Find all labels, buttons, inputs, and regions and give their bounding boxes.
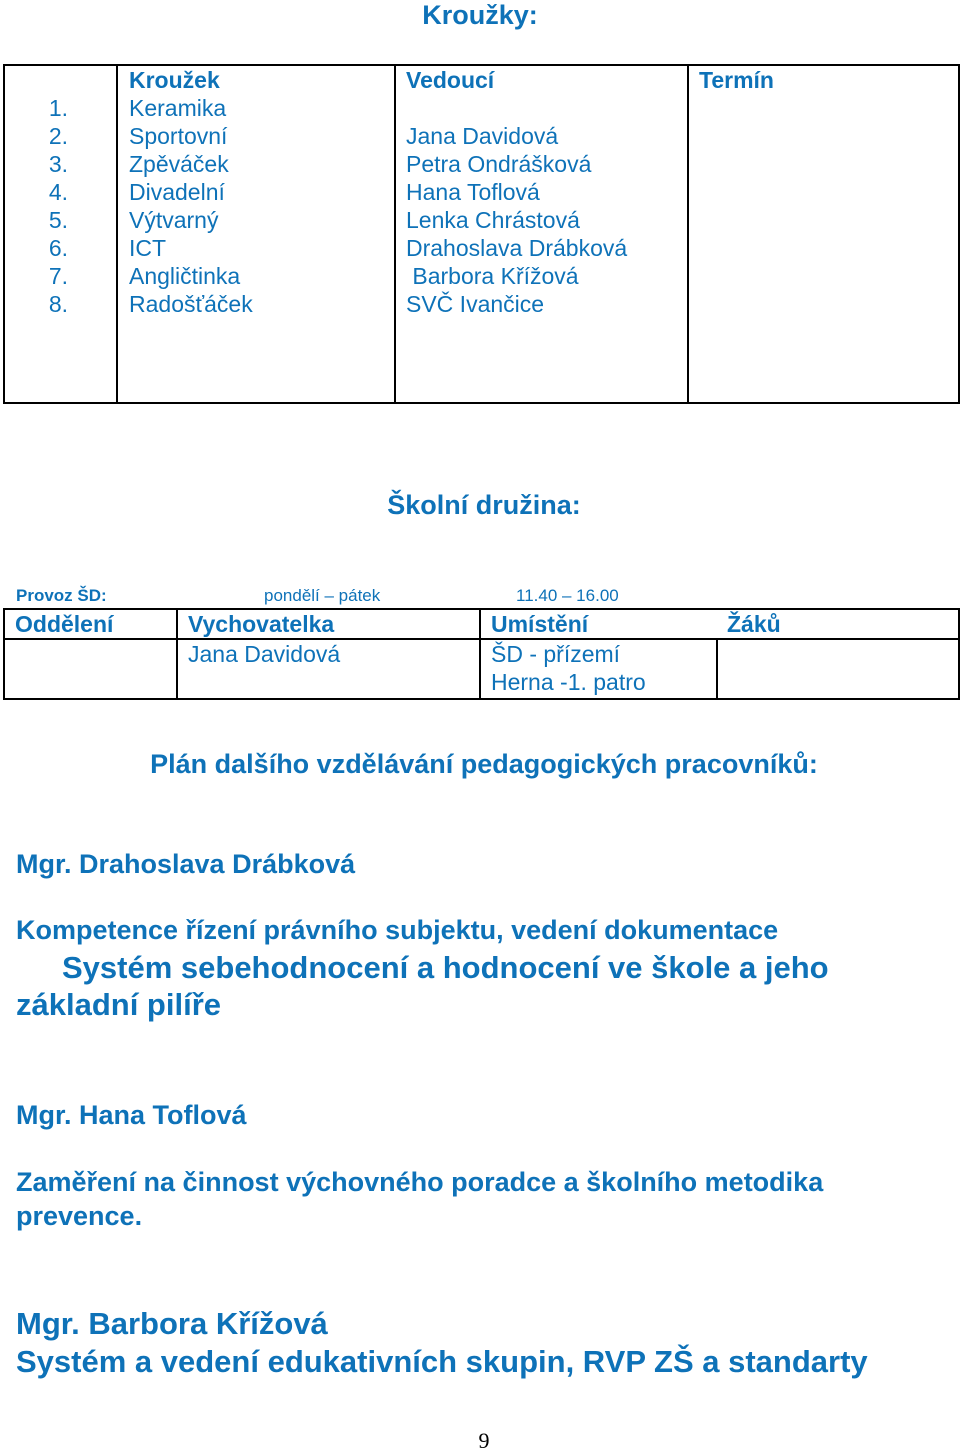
- row-krouzek: Angličtinka: [117, 262, 395, 290]
- table-row: [4, 639, 959, 699]
- header-oddeleni: Oddělení: [4, 609, 177, 639]
- row-zaku: [717, 639, 959, 699]
- umisteni-line-1: ŠD - přízemí: [491, 641, 621, 667]
- header-vychovatelka: Vychovatelka: [177, 609, 480, 639]
- row-vedouci: [395, 94, 688, 122]
- person-2-line-1: Zaměření na činnost výchovného poradce a školního metodika: [16, 1167, 824, 1197]
- table-row: [4, 178, 959, 206]
- table-row: [4, 234, 959, 262]
- row-termin: [688, 122, 959, 150]
- row-termin: [688, 150, 959, 178]
- row-vedouci: Jana Davidová: [395, 122, 688, 150]
- person-2-line-2: prevence.: [16, 1201, 143, 1231]
- provoz-days: pondělí – pátek: [264, 586, 381, 605]
- header-zaku: Žáků: [717, 609, 959, 639]
- row-vedouci: Drahoslava Drábková: [395, 234, 688, 262]
- row-number: 3.: [4, 150, 117, 178]
- row-number: 5.: [4, 206, 117, 234]
- row-krouzek: Radošťáček: [117, 290, 395, 318]
- table-row: [4, 206, 959, 234]
- row-termin: [688, 234, 959, 262]
- row-krouzek: Divadelní: [117, 178, 395, 206]
- row-vedouci: Petra Ondrášková: [395, 150, 688, 178]
- page-number: 9: [478, 1428, 490, 1453]
- row-number: 2.: [4, 122, 117, 150]
- row-number: 1.: [4, 94, 117, 122]
- plan-title: Plán dalšího vzdělávání pedagogických pracovníků:: [150, 749, 818, 779]
- krouzky-table: [3, 64, 960, 404]
- row-termin: [688, 94, 959, 122]
- row-krouzek: Sportovní: [117, 122, 395, 150]
- row-termin: [688, 206, 959, 234]
- row-krouzek: Výtvarný: [117, 206, 395, 234]
- header-termin: Termín: [688, 65, 959, 94]
- header-krouzek: Kroužek: [117, 65, 395, 94]
- table-row: [4, 94, 959, 122]
- row-vedouci: Lenka Chrástová: [395, 206, 688, 234]
- row-krouzek: Zpěváček: [117, 150, 395, 178]
- row-termin: [688, 290, 959, 318]
- umisteni-line-2: Herna -1. patro: [491, 669, 646, 695]
- header-vedouci: Vedoucí: [395, 65, 688, 94]
- empty-row: [4, 374, 959, 403]
- row-oddeleni: [4, 639, 177, 699]
- row-vedouci: SVČ Ivančice: [395, 290, 688, 318]
- person-1-line-1: Kompetence řízení právního subjektu, vedení dokumentace: [16, 915, 779, 945]
- table-row: [4, 150, 959, 178]
- row-vedouci: Hana Toflová: [395, 178, 688, 206]
- row-termin: [688, 178, 959, 206]
- row-number: 6.: [4, 234, 117, 262]
- row-krouzek: ICT: [117, 234, 395, 262]
- row-number: 4.: [4, 178, 117, 206]
- table-row: [4, 122, 959, 150]
- row-number: 8.: [4, 290, 117, 318]
- table-header-row: [4, 609, 959, 639]
- table-row: [4, 262, 959, 290]
- provoz-label: Provoz ŠD:: [16, 586, 107, 605]
- krouzky-title: Kroužky:: [422, 0, 538, 30]
- person-1-line-2: Systém sebehodnocení a hodnocení ve škole a jeho: [62, 950, 829, 985]
- druzina-title: Školní družina:: [387, 490, 581, 520]
- person-3-line-1: Systém a vedení edukativních skupin, RVP ZŠ a standarty: [16, 1344, 868, 1379]
- person-3-name: Mgr. Barbora Křížová: [16, 1306, 328, 1341]
- row-vedouci: Barbora Křížová: [395, 262, 688, 290]
- druzina-table: [3, 608, 960, 700]
- row-termin: [688, 262, 959, 290]
- person-1-name: Mgr. Drahoslava Drábková: [16, 849, 356, 879]
- person-1-line-3: základní pilíře: [16, 987, 222, 1022]
- empty-row: [4, 318, 959, 346]
- row-number: 7.: [4, 262, 117, 290]
- empty-row: [4, 346, 959, 374]
- header-umisteni: Umístění: [480, 609, 717, 639]
- row-umisteni: [480, 639, 717, 699]
- table-header-row: [4, 65, 959, 94]
- person-2-name: Mgr. Hana Toflová: [16, 1100, 247, 1130]
- table-row: [4, 290, 959, 318]
- row-vychovatelka: Jana Davidová: [177, 639, 480, 699]
- provoz-time: 11.40 – 16.00: [516, 586, 619, 605]
- row-krouzek: Keramika: [117, 94, 395, 122]
